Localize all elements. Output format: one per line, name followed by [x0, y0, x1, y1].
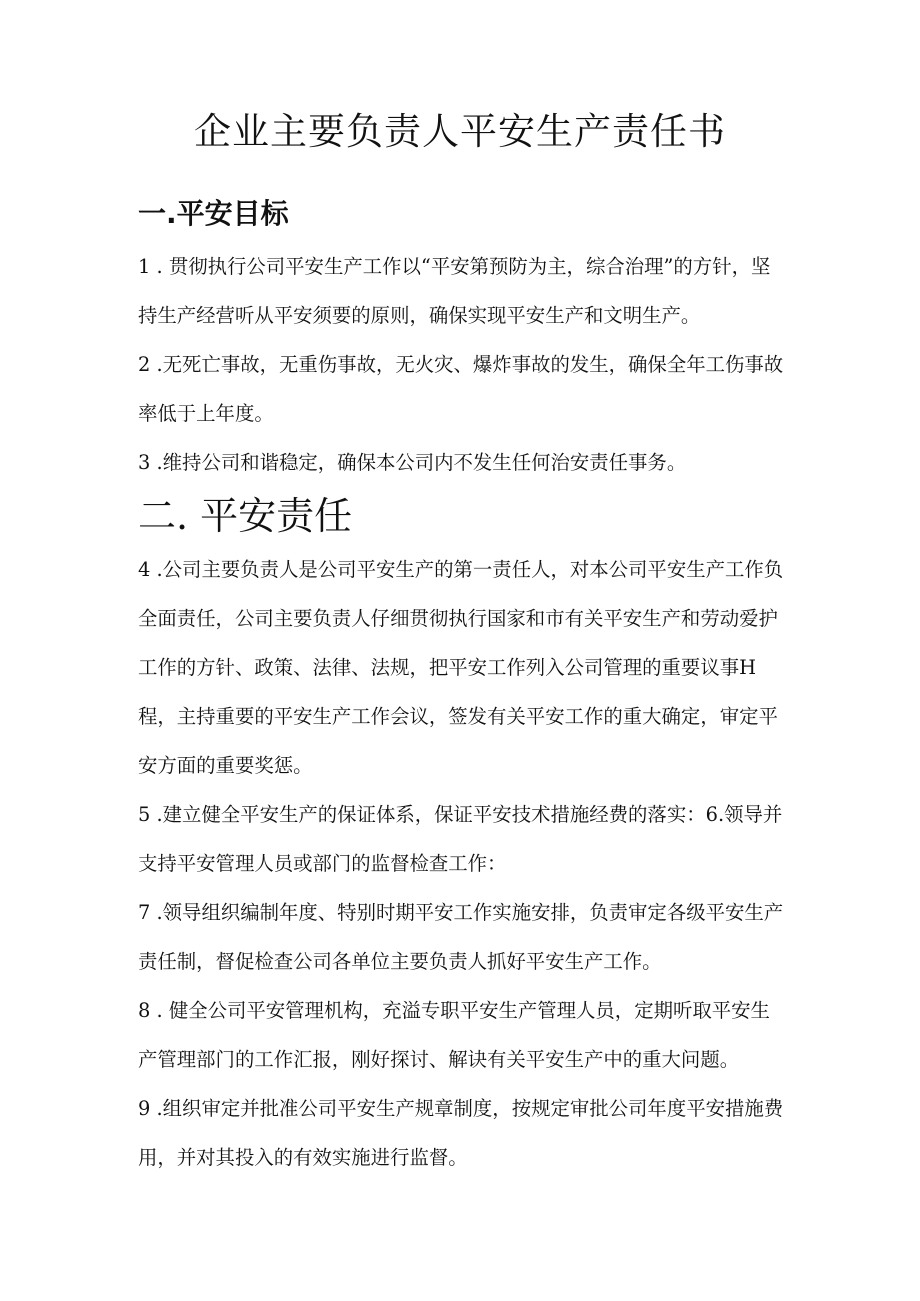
responsibility-paragraph-8: 8 . 健全公司平安管理机构，充溢专职平安生产管理人员，定期听取平安生产管理部门的工作汇报，刚好探讨、解诀有关平安生产中的重大问题。: [138, 999, 770, 1071]
goal-paragraph-1: 1 . 贯彻执行公司平安生产工作以“平安第预防为主，综合治理”的方针，坚持生产经营听从平安须要的原则，确保实现平安生产和文明生产。: [138, 255, 771, 327]
responsibility-paragraph-9: 9 .组织审定并批准公司平安生产规章制度，按规定审批公司年度平安措施费用，并对其投入的有效实施进行监督。: [138, 1097, 784, 1169]
section-heading-goals: 一.平安目标: [138, 197, 289, 230]
responsibility-paragraph-5: 5 .建立健全平安生产的保证体系，保证平安技术措施经费的落实：6.领导并支持平安管理人员或部门的监督检查工作：: [138, 803, 783, 875]
responsibility-paragraph-7: 7 .领导组织编制年度、特别时期平安工作实施安排，负责审定各级平安生产责任制，督促检查公司各单位主要负责人抓好平安生产工作。: [138, 901, 784, 973]
document-title: 企业主要负责人平安生产责任书: [194, 110, 726, 153]
section-heading-responsibility: 二. 平安责任: [138, 494, 353, 538]
goal-paragraph-2: 2 .无死亡事故，无重伤事故，无火灾、爆炸事故的发生，确保全年工伤事故率低于上年度。: [138, 353, 784, 425]
responsibility-paragraph-4: 4 .公司主要负责人是公司平安生产的第一责任人，对本公司平安生产工作负全面责任，公司主要负责人仔细贯彻执行国家和市有关平安生产和劳动爱护工作的方针、政策、法律、法规，把平安工作列入公司管理的重要议事H程，主持重要的平安生产工作会议，签发有关平安工作的重大确定，审定平安方面的重要奖惩。: [138, 558, 784, 777]
goal-paragraph-3: 3 .维持公司和谐稳定，确保本公司内不发生任何治安责任事务。: [138, 451, 687, 474]
